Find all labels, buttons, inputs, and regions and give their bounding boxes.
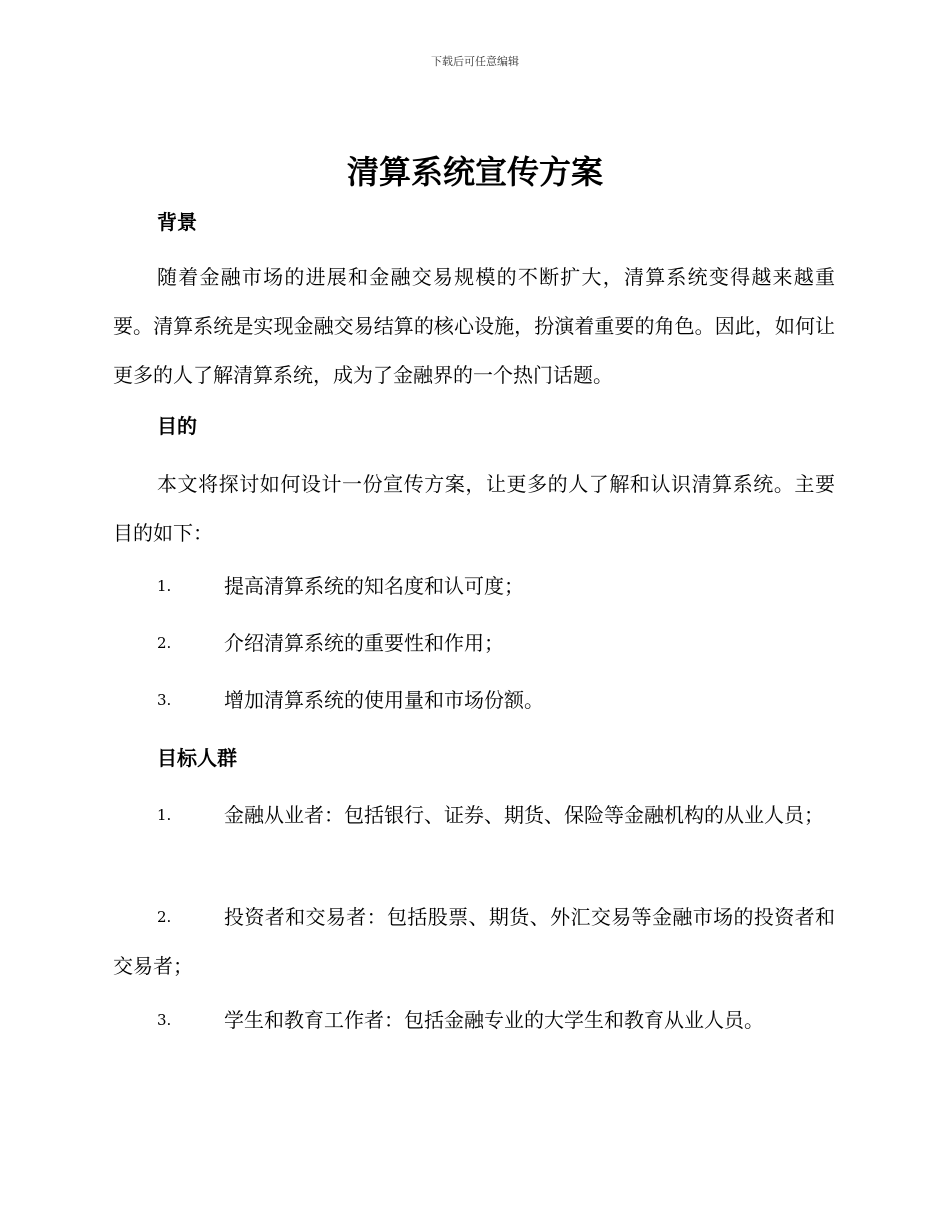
list-number: 3. bbox=[157, 1011, 172, 1029]
list-text: 增加清算系统的使用量和市场份额。 bbox=[224, 688, 544, 712]
list-text: 金融从业者：包括银行、证券、期货、保险等金融机构的从业人员； bbox=[224, 803, 824, 827]
section-heading-purpose: 目的 bbox=[157, 414, 197, 438]
list-number: 3. bbox=[157, 691, 172, 709]
list-text: 学生和教育工作者：包括金融专业的大学生和教育从业人员。 bbox=[224, 1008, 764, 1032]
purpose-list-item bbox=[113, 676, 835, 725]
audience-list-item bbox=[113, 893, 835, 991]
list-text: 提高清算系统的知名度和认可度； bbox=[224, 574, 524, 598]
audience-list-item bbox=[113, 791, 835, 840]
purpose-list-item bbox=[113, 562, 835, 611]
list-number: 2. bbox=[157, 634, 172, 652]
list-number: 2. bbox=[157, 908, 172, 926]
list-number: 1. bbox=[157, 806, 172, 824]
purpose-list-item bbox=[113, 619, 835, 668]
section-heading-audience: 目标人群 bbox=[157, 746, 237, 770]
purpose-paragraph: 本文将探讨如何设计一份宣传方案，让更多的人了解和认识清算系统。主要目的如下： bbox=[113, 472, 835, 545]
document-title: 清算系统宣传方案 bbox=[346, 153, 603, 191]
header-note: 下载后可任意编辑 bbox=[431, 55, 519, 68]
section-heading-background: 背景 bbox=[157, 210, 197, 234]
list-text: 介绍清算系统的重要性和作用； bbox=[224, 631, 504, 655]
audience-list-item bbox=[113, 996, 835, 1045]
list-text: 投资者和交易者：包括股票、期货、外汇交易等金融市场的投资者和交易者； bbox=[113, 905, 835, 978]
list-number: 1. bbox=[157, 577, 172, 595]
background-paragraph: 随着金融市场的进展和金融交易规模的不断扩大，清算系统变得越来越重要。清算系统是实现金融交易结算的核心设施，扮演着重要的角色。因此，如何让更多的人了解清算系统，成为了金融界的一个热门话题。 bbox=[113, 265, 835, 387]
